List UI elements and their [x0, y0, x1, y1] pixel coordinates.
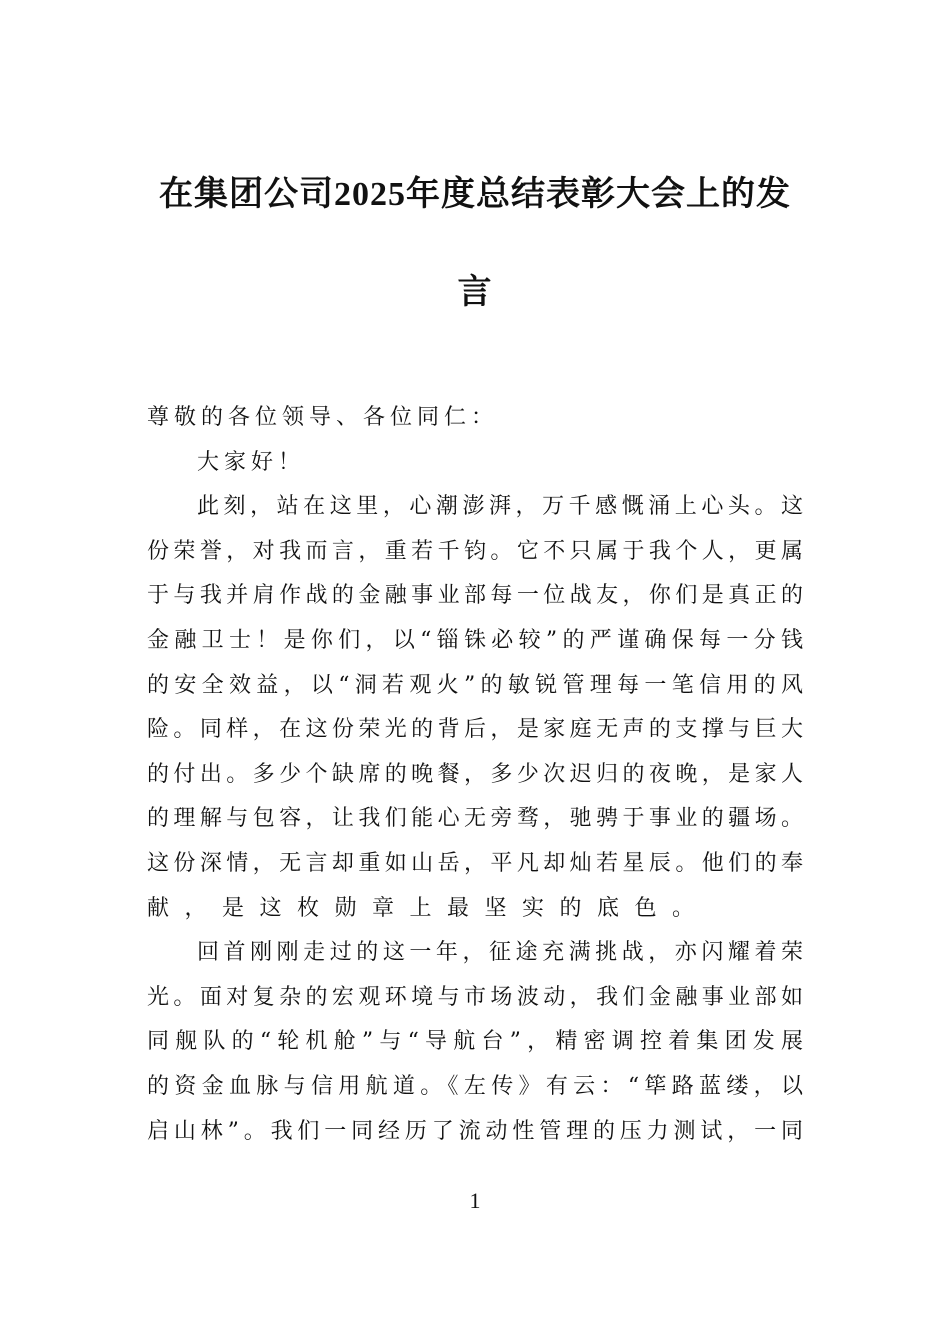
greeting: 大家好！ [197, 449, 306, 475]
paragraph-line: 的理解与包容，让我们能心无旁骛，驰骋于事业的疆场。 [147, 806, 803, 832]
paragraph-line: 的付出。多少个缺席的晚餐，多少次迟归的夜晚，是家人 [147, 761, 803, 787]
paragraph-line: 同舰队的“轮机舱”与“导航台”，精密调控着集团发展 [147, 1029, 803, 1055]
page-number: 1 [469, 1188, 481, 1213]
paragraphs [147, 490, 803, 1159]
paragraph-line: 的安全效益，以“洞若观火”的敏锐管理每一笔信用的风 [147, 672, 803, 698]
salutation: 尊敬的各位领导、各位同仁： [147, 405, 499, 430]
paragraph-line: 金融卫士！是你们，以“锱铢必较”的严谨确保每一分钱 [147, 627, 803, 653]
paragraph-line: 献，是这枚勋章上最坚实的底色。 [147, 895, 710, 921]
paragraph-line: 份荣誉，对我而言，重若千钧。它不只属于我个人，更属 [147, 538, 803, 564]
document-body [147, 401, 803, 1159]
paragraph-line: 这份深情，无言却重如山岳，平凡却灿若星辰。他们的奉 [147, 850, 803, 876]
paragraph-line: 险。同样，在这份荣光的背后，是家庭无声的支撑与巨大 [147, 717, 803, 743]
paragraph-line: 回首刚刚走过的这一年，征途充满挑战，亦闪耀着荣 [197, 940, 803, 966]
paragraph-line: 启山林”。我们一同经历了流动性管理的压力测试，一同 [147, 1118, 803, 1144]
paragraph-line: 此刻，站在这里，心潮澎湃，万千感慨涌上心头。这 [197, 494, 803, 520]
paragraph-line: 的资金血脉与信用航道。《左传》有云：“筚路蓝缕，以 [147, 1073, 803, 1099]
paragraph-line: 光。面对复杂的宏观环境与市场波动，我们金融事业部如 [147, 984, 803, 1010]
document-title-line-2: 言 [457, 274, 493, 311]
paragraph-line: 于与我并肩作战的金融事业部每一位战友，你们是真正的 [147, 583, 803, 609]
document-title-line-1: 在集团公司2025年度总结表彰大会上的发 [159, 176, 791, 213]
